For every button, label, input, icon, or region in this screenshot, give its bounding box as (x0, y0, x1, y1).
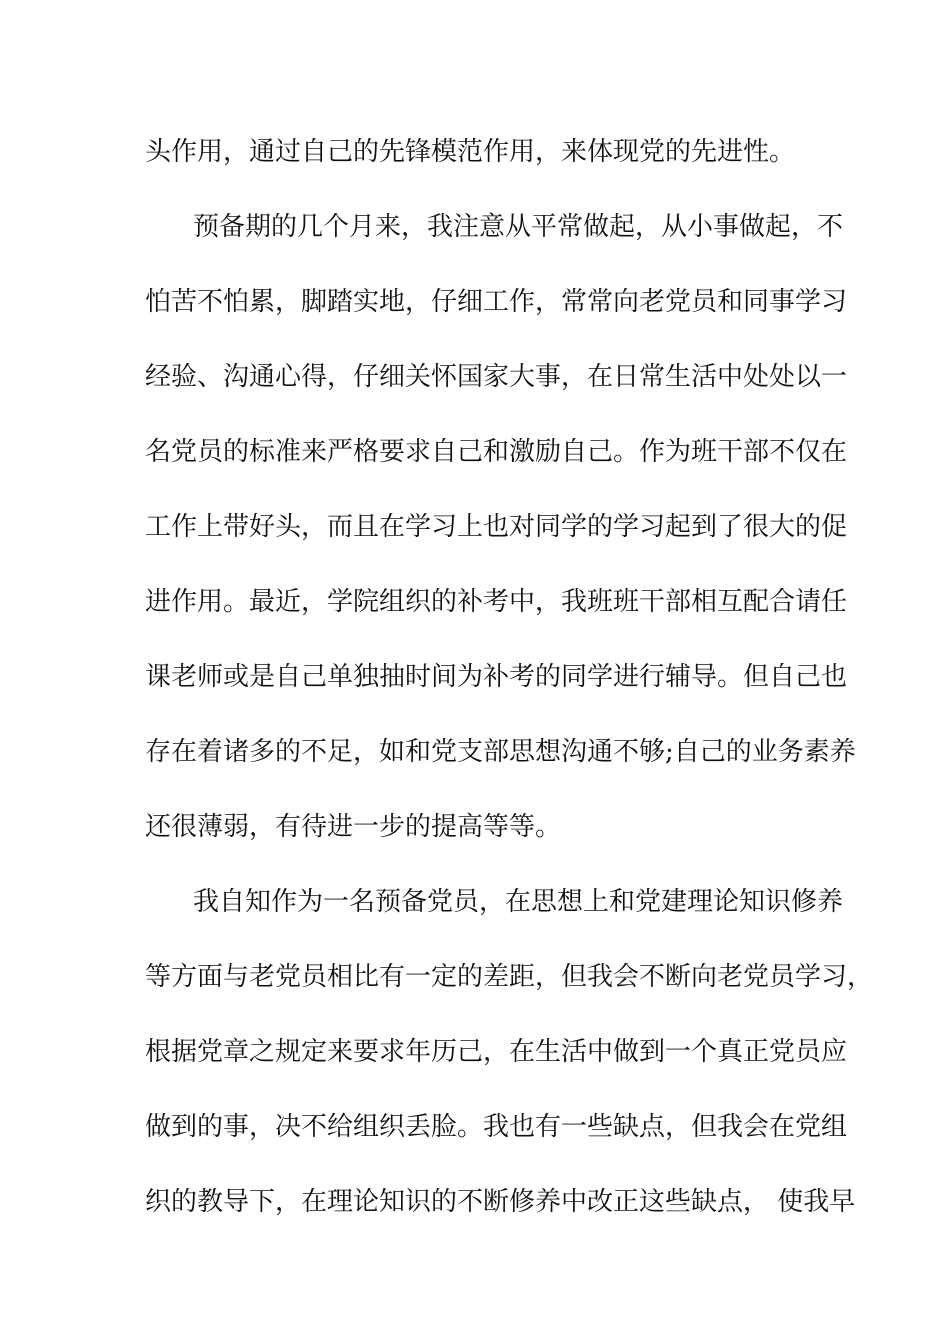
text-line-13: 根据党章之规定来要求年历己，在生活中做到一个真正党员应 (145, 1037, 848, 1067)
text-line-12: 等方面与老党员相比有一定的差距，但我会不断向老党员学习， (145, 962, 874, 992)
text-line-1: 头作用，通过自己的先锋模范作用，来体现党的先进性。 (145, 137, 796, 167)
text-line-11: 我自知作为一名预备党员，在思想上和党建理论知识修养 (193, 887, 844, 917)
text-line-10: 还很薄弱，有待进一步的提高等等。 (145, 812, 562, 842)
text-line-2: 预备期的几个月来，我注意从平常做起，从小事做起，不 (193, 212, 844, 242)
text-line-8: 课老师或是自己单独抽时间为补考的同学进行辅导。但自己也 (145, 662, 848, 692)
text-line-7: 进作用。最近，学院组织的补考中，我班班干部相互配合请任 (145, 587, 848, 617)
text-line-3: 怕苦不怕累，脚踏实地，仔细工作，常常向老党员和同事学习 (145, 287, 848, 317)
text-line-15: 织的教导下，在理论知识的不断修养中改正这些缺点， 使我早 (145, 1187, 856, 1217)
text-line-5: 名党员的标准来严格要求自己和激励自己。作为班干部不仅在 (145, 437, 848, 467)
text-line-9: 存在着诸多的不足，如和党支部思想沟通不够;自己的业务素养 (145, 737, 856, 767)
text-line-4: 经验、沟通心得，仔细关怀国家大事，在日常生活中处处以一 (145, 362, 848, 392)
text-line-14: 做到的事，决不给组织丢脸。我也有一些缺点，但我会在党组 (145, 1112, 848, 1142)
text-line-6: 工作上带好头，而且在学习上也对同学的学习起到了很大的促 (145, 512, 848, 542)
